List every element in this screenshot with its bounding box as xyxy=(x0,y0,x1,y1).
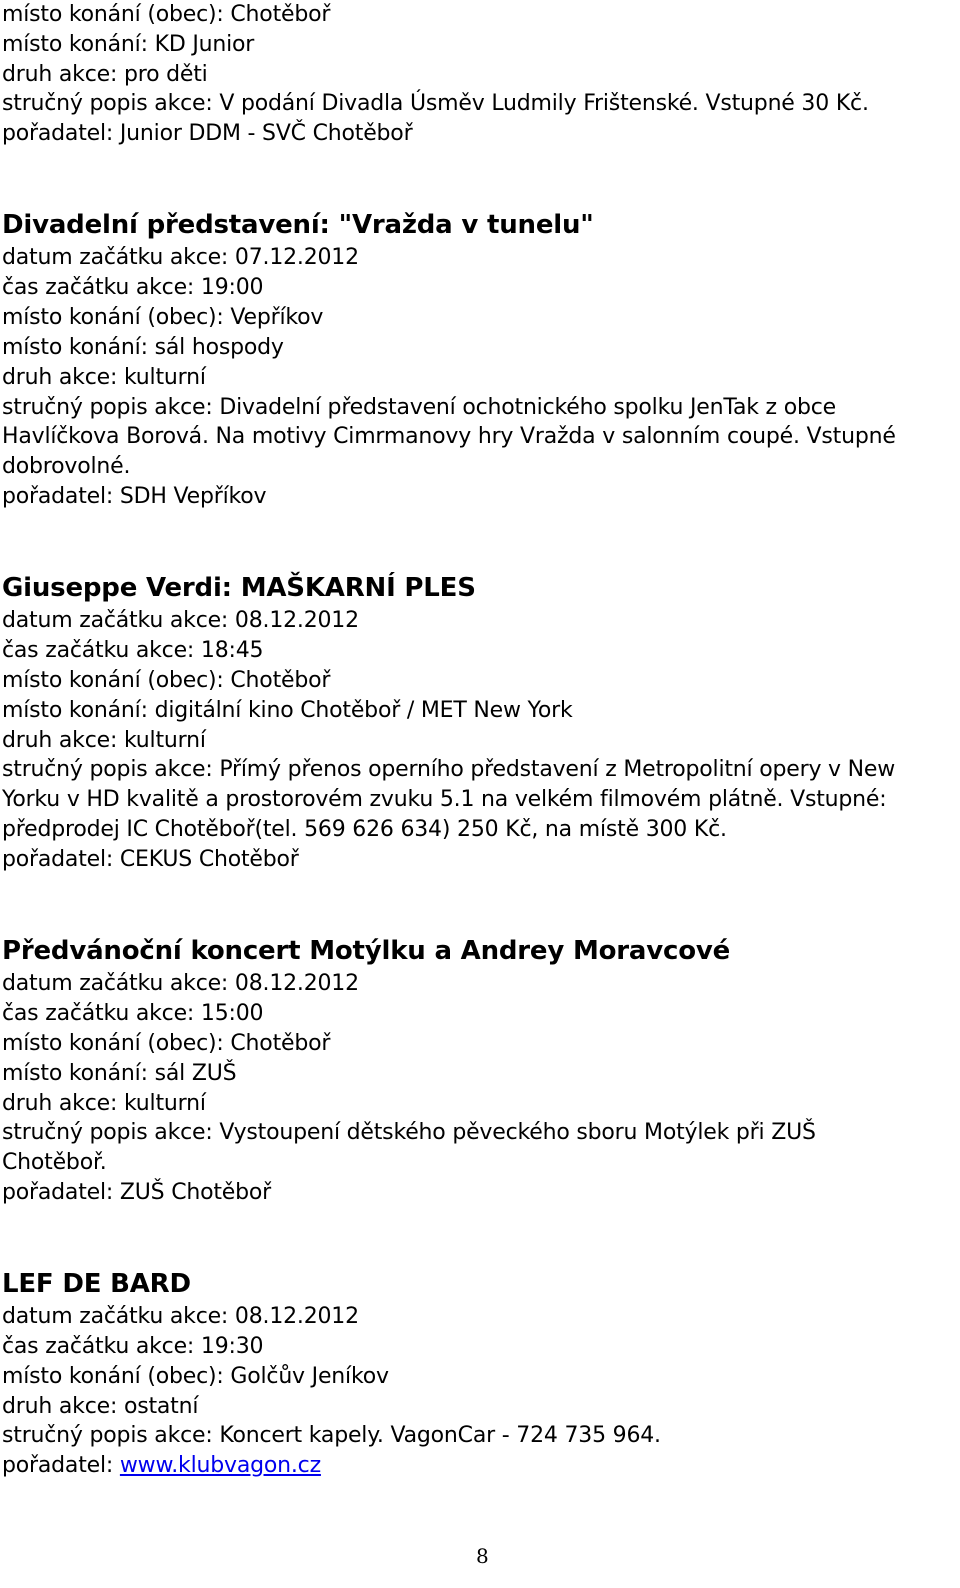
event-description-cont: předprodej IC Chotěboř(tel. 569 626 634) 250 Kč, na místě 300 Kč. xyxy=(2,817,727,842)
event-start-date: datum začátku akce: 08.12.2012 xyxy=(2,971,359,996)
event-description-cont: dobrovolné. xyxy=(2,454,131,479)
event-type: druh akce: kulturní xyxy=(2,365,206,390)
event-type: druh akce: kulturní xyxy=(2,728,206,753)
event-description: stručný popis akce: Vystoupení dětského pěveckého sboru Motýlek při ZUŠ xyxy=(2,1120,816,1145)
event-organizer xyxy=(2,1451,321,1481)
event-description: stručný popis akce: Divadelní představení ochotnického spolku JenTak z obce xyxy=(2,395,836,420)
event-start-time: čas začátku akce: 19:00 xyxy=(2,275,264,300)
event-start-date: datum začátku akce: 08.12.2012 xyxy=(2,1304,359,1329)
event-description: stručný popis akce: V podání Divadla Úsměv Ludmily Frištenské. Vstupné 30 Kč. xyxy=(2,91,869,116)
event-start-date: datum začátku akce: 07.12.2012 xyxy=(2,245,359,270)
event-start-time: čas začátku akce: 15:00 xyxy=(2,1001,264,1026)
event-start-time: čas začátku akce: 19:30 xyxy=(2,1334,264,1359)
page-number: 8 xyxy=(476,1544,489,1568)
event-title: Divadelní představení: "Vražda v tunelu" xyxy=(2,210,594,240)
event-type: druh akce: ostatní xyxy=(2,1394,199,1419)
event-organizer: pořadatel: CEKUS Chotěboř xyxy=(2,847,299,872)
event-venue: místo konání: sál ZUŠ xyxy=(2,1061,237,1086)
event-venue-town: místo konání (obec): Chotěboř xyxy=(2,668,331,693)
event-organizer: pořadatel: ZUŠ Chotěboř xyxy=(2,1180,272,1205)
event-venue-town: místo konání (obec): Golčův Jeníkov xyxy=(2,1364,389,1389)
event-type: druh akce: kulturní xyxy=(2,1091,206,1116)
event-start-date: datum začátku akce: 08.12.2012 xyxy=(2,608,359,633)
event-venue-town: místo konání (obec): Vepříkov xyxy=(2,305,324,330)
event-venue: místo konání: digitální kino Chotěboř / MET New York xyxy=(2,698,573,723)
event-description-cont: Yorku v HD kvalitě a prostorovém zvuku 5.1 na velkém filmovém plátně. Vstupné: xyxy=(2,787,887,812)
event-venue: místo konání: KD Junior xyxy=(2,32,255,57)
event-type: druh akce: pro děti xyxy=(2,62,208,87)
event-organizer: pořadatel: Junior DDM - SVČ Chotěboř xyxy=(2,121,413,146)
event-venue-town: místo konání (obec): Chotěboř xyxy=(2,2,331,27)
event-description-cont: Chotěboř. xyxy=(2,1150,107,1175)
event-organizer: pořadatel: SDH Vepříkov xyxy=(2,484,267,509)
event-venue-town: místo konání (obec): Chotěboř xyxy=(2,1031,331,1056)
event-description-cont: Havlíčkova Borová. Na motivy Cimrmanovy hry Vražda v salonním coupé. Vstupné xyxy=(2,424,896,449)
event-title: Giuseppe Verdi: MAŠKARNÍ PLES xyxy=(2,573,476,603)
event-description: stručný popis akce: Koncert kapely. VagonCar - 724 735 964. xyxy=(2,1423,661,1448)
event-description: stručný popis akce: Přímý přenos operního představení z Metropolitní opery v New xyxy=(2,757,896,782)
event-title: Předvánoční koncert Motýlku a Andrey Moravcové xyxy=(2,936,731,966)
event-start-time: čas začátku akce: 18:45 xyxy=(2,638,264,663)
event-organizer-label: pořadatel: xyxy=(2,1453,120,1478)
organizer-website-link[interactable]: www.klubvagon.cz xyxy=(119,1453,321,1478)
event-title: LEF DE BARD xyxy=(2,1269,191,1299)
event-venue: místo konání: sál hospody xyxy=(2,335,284,360)
